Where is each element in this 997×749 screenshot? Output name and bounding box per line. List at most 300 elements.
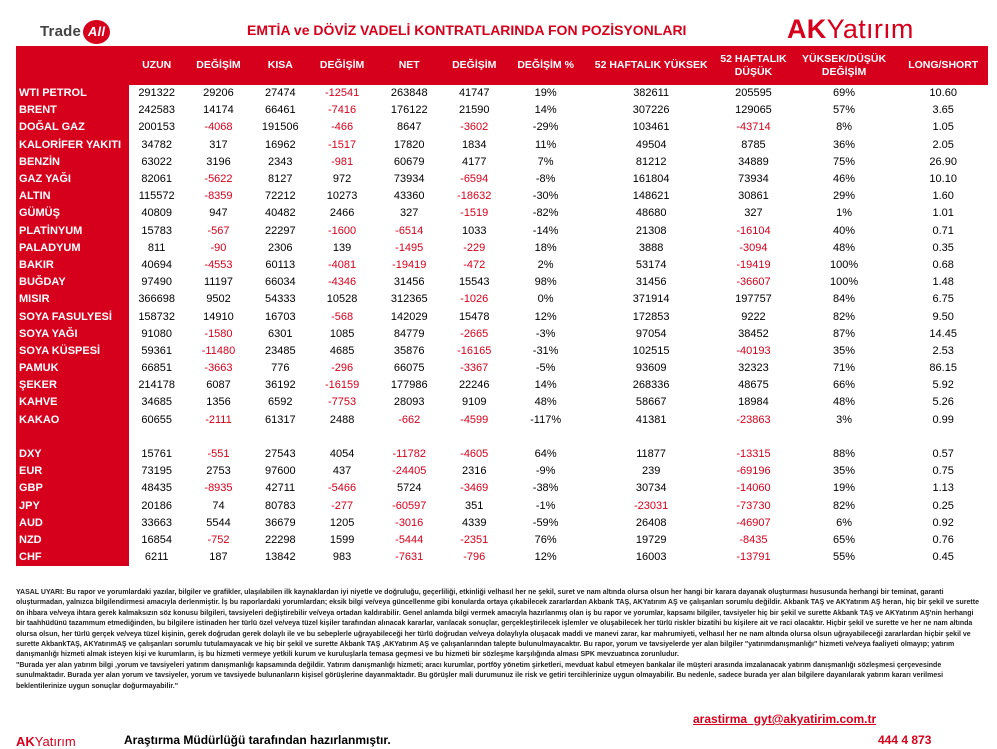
table-cell: -23031	[634, 499, 669, 512]
table-cell: 69%	[833, 87, 856, 100]
table-cell: 197757	[735, 293, 772, 306]
header	[0, 0, 997, 44]
table-cell: 48%	[534, 396, 557, 409]
table-cell: 32323	[738, 362, 769, 375]
table-cell: 7%	[537, 155, 554, 168]
logo-ak: AK	[787, 14, 827, 44]
table-cell: 40809	[141, 207, 172, 220]
column-header: DEĞİŞİM	[308, 46, 376, 85]
table-cell: 307226	[632, 104, 670, 117]
row-label: AUD	[16, 515, 129, 532]
table-cell: 73195	[141, 465, 172, 478]
akyatirim-logo	[787, 14, 914, 45]
table-cell: 366698	[138, 293, 176, 306]
table-cell: 115572	[138, 190, 175, 203]
table-cell: 3%	[836, 413, 852, 426]
table-body	[16, 85, 988, 566]
row-label: DXY	[16, 446, 129, 463]
table-cell: 19%	[833, 482, 856, 495]
table-cell: 88%	[833, 448, 856, 461]
table-cell: 371914	[632, 293, 670, 306]
row-label: KALORİFER YAKITI	[16, 137, 129, 154]
table-row	[16, 154, 988, 171]
table-cell: -1517	[328, 138, 357, 151]
footer	[0, 705, 997, 747]
table-cell: -30%	[532, 190, 559, 203]
table-cell: -12541	[324, 87, 360, 100]
table-cell: 14174	[203, 104, 234, 117]
table-cell: 48680	[635, 207, 667, 220]
table-cell: 5.26	[932, 396, 954, 409]
table-cell: 46%	[833, 173, 856, 186]
separator-cell	[308, 429, 376, 446]
table-cell: 14910	[203, 310, 234, 323]
table-cell: 40694	[141, 258, 172, 271]
row-label: GAZ YAĞI	[16, 171, 129, 188]
table-cell: 28093	[393, 396, 425, 409]
table-cell: 1.01	[932, 207, 954, 220]
row-label: SOYA FASULYESİ	[16, 308, 129, 325]
table-cell: -8935	[204, 482, 233, 495]
disclaimer-paragraph-2: "Burada yer alan yatırım bilgi ,yorum ve tavsiyeleri yatırım danışmanlığı kapsamında değildir. Yatırım danışmanlığı hizmeti; aracı kurumlar, portföy yönetim şirketleri, mevduat kabul etmeyen bankalar ile müşteri arasında imzalanacak yatırım danışmanlığı sözleşmesi çerçevesinde sunulmaktadır. Burada yer alan yorum ve tavsiyeler, yorum ve tavsiyede bulunanların kişisel görüşlerine dayanmaktadır. Bu görüşler mali durumunuz ile risk ve getiri tercihlerinize uygun olmayabilir. Bu nedenle, sadece burada yer alan bilgilere dayanılarak yatırım kararı verilmesi beklentilerinize uygun sonuçlar doğurmayabilir."	[16, 661, 944, 690]
table-cell: 41747	[458, 87, 490, 100]
table-cell: -82%	[532, 207, 559, 220]
separator-cell	[442, 429, 506, 446]
table-cell: 40%	[833, 224, 856, 237]
row-label: SOYA YAĞI	[16, 326, 129, 343]
table-cell: -13791	[736, 551, 771, 564]
table-cell: 91080	[141, 327, 172, 340]
table-cell: 73934	[738, 173, 769, 186]
table-cell: -4346	[328, 276, 357, 289]
table-cell: -4553	[204, 258, 233, 271]
table-cell: 148621	[632, 190, 670, 203]
column-header: YÜKSEK/DÜŞÜK DEĞİŞİM	[790, 46, 899, 85]
table-cell: 98%	[534, 276, 557, 289]
column-header: DEĞİŞİM	[442, 46, 506, 85]
table-cell: 97054	[635, 327, 667, 340]
row-label: ŞEKER	[16, 377, 129, 394]
table-cell: -662	[398, 413, 421, 426]
table-cell: 48%	[833, 396, 856, 409]
page-title: EMTİA ve DÖVİZ VADELİ KONTRATLARINDA FON POZİSYONLARI	[247, 22, 687, 38]
table-cell: 983	[332, 551, 352, 564]
separator-cell	[790, 429, 899, 446]
table-cell: 65%	[833, 533, 856, 546]
table-cell: 66461	[264, 104, 296, 117]
table-cell: 18%	[534, 241, 557, 254]
separator-cell	[506, 429, 585, 446]
table-row	[16, 137, 988, 154]
table-cell: 2488	[329, 413, 355, 426]
table-cell: 31456	[635, 276, 667, 289]
table-cell: -60597	[392, 499, 427, 512]
table-cell: -18632	[457, 190, 492, 203]
table-cell: -7753	[328, 396, 357, 409]
separator-cell	[376, 429, 442, 446]
table-row	[16, 171, 988, 188]
table-cell: 1599	[329, 533, 355, 546]
row-label: EUR	[16, 463, 129, 480]
table-cell: -8%	[535, 173, 556, 186]
table-cell: 1.05	[932, 121, 954, 134]
table-cell: 291322	[138, 87, 176, 100]
table-cell: 71%	[833, 362, 856, 375]
table-row	[16, 446, 988, 463]
table-cell: -11782	[392, 448, 426, 461]
table-cell: 437	[332, 465, 352, 478]
separator-cell	[253, 429, 308, 446]
separator-cell	[585, 429, 717, 446]
separator-row	[16, 429, 988, 446]
table-cell: 41381	[635, 413, 667, 426]
table-cell: 53174	[635, 258, 667, 271]
table-cell: 327	[400, 207, 419, 220]
table-cell: 57%	[833, 104, 856, 117]
table-cell: 22246	[458, 379, 490, 392]
table-cell: 1834	[461, 138, 487, 151]
table-cell: -7416	[328, 104, 357, 117]
separator-cell	[898, 429, 988, 446]
table-cell: -1600	[328, 224, 357, 237]
row-label: BENZİN	[16, 154, 129, 171]
table-cell: 19%	[534, 87, 557, 100]
table-cell: 59361	[141, 344, 172, 357]
table-cell: 176122	[390, 104, 428, 117]
table-cell: 30861	[738, 190, 769, 203]
table-cell: 10528	[326, 293, 358, 306]
table-cell: -90	[210, 241, 227, 254]
table-row	[16, 360, 988, 377]
table-cell: 48675	[738, 379, 769, 392]
table-cell: -4605	[460, 448, 489, 461]
table-cell: 6087	[206, 379, 231, 392]
table-cell: 16003	[635, 551, 667, 564]
table-cell: 0.99	[932, 413, 954, 426]
table-cell: 21308	[635, 224, 667, 237]
table-cell: -2351	[460, 533, 489, 546]
row-label: PLATİNYUM	[16, 223, 129, 240]
table-cell: -1495	[395, 241, 424, 254]
column-header: UZUN	[129, 46, 184, 85]
table-cell: -29%	[532, 121, 559, 134]
table-cell: 0.75	[932, 465, 954, 478]
column-header: KISA	[253, 46, 308, 85]
table-cell: 191506	[261, 121, 299, 134]
table-cell: 66%	[833, 379, 856, 392]
table-cell: 177986	[390, 379, 428, 392]
table-cell: 947	[209, 207, 228, 220]
table-cell: 15761	[141, 448, 172, 461]
table-cell: 93609	[635, 362, 667, 375]
table-cell: 214178	[138, 379, 176, 392]
table-cell: 84%	[833, 293, 856, 306]
table-cell: 0.76	[932, 533, 954, 546]
table-cell: -1026	[460, 293, 489, 306]
table-cell: 26.90	[929, 155, 957, 168]
table-cell: -981	[331, 155, 354, 168]
table-cell: 16962	[264, 138, 296, 151]
table-row	[16, 394, 988, 411]
table-cell: 2%	[537, 258, 554, 271]
table-cell: 2466	[329, 207, 355, 220]
table-header-row	[16, 46, 988, 85]
table-cell: 49504	[635, 138, 667, 151]
table-cell: 11877	[636, 448, 667, 461]
row-label: BAKIR	[16, 257, 129, 274]
table-cell: -8435	[739, 533, 768, 546]
table-cell: 13842	[264, 551, 296, 564]
table-cell: 36679	[264, 516, 296, 529]
table-cell: 81212	[635, 155, 667, 168]
table-cell: 1%	[836, 207, 852, 220]
table-cell: 21590	[458, 104, 490, 117]
table-cell: 11%	[535, 138, 557, 151]
table-cell: 80783	[264, 499, 296, 512]
table-cell: 102515	[632, 344, 670, 357]
table-row	[16, 223, 988, 240]
table-cell: -2111	[205, 413, 232, 426]
table-cell: -3663	[204, 362, 233, 375]
row-label: PALADYUM	[16, 240, 129, 257]
table-cell: -69196	[736, 465, 771, 478]
table-cell: 972	[332, 173, 352, 186]
row-label: ALTIN	[16, 188, 129, 205]
table-cell: 82061	[141, 173, 172, 186]
table-cell: 33663	[141, 516, 172, 529]
table-cell: -6594	[460, 173, 489, 186]
table-cell: 10273	[326, 190, 358, 203]
table-cell: -36607	[736, 276, 771, 289]
table-cell: -4081	[328, 258, 357, 271]
table-cell: 35%	[833, 344, 856, 357]
table-cell: 18984	[738, 396, 769, 409]
footer-logo-yatirim: Yatırım	[34, 734, 76, 749]
table-cell: 5.92	[932, 379, 954, 392]
table-cell: 29%	[833, 190, 856, 203]
row-label: MISIR	[16, 291, 129, 308]
logo-yatirim: Yatırım	[826, 14, 914, 44]
table-row	[16, 205, 988, 222]
table-cell: -23863	[736, 413, 771, 426]
table-cell: 22297	[264, 224, 296, 237]
table-cell: 15478	[458, 310, 490, 323]
table-cell: 60679	[393, 155, 425, 168]
table-cell: 14%	[534, 104, 557, 117]
table-cell: 20186	[141, 499, 172, 512]
table-cell: 263848	[390, 87, 428, 100]
contact-phone[interactable]: 444 4 873	[878, 733, 932, 747]
table-row	[16, 257, 988, 274]
table-cell: 84779	[393, 327, 425, 340]
row-label: KAKAO	[16, 412, 129, 429]
table-cell: 3888	[638, 241, 664, 254]
table-cell: 312365	[390, 293, 428, 306]
table-cell: 63022	[141, 155, 172, 168]
table-cell: 6.75	[932, 293, 954, 306]
table-cell: -14060	[736, 482, 771, 495]
table-cell: -4068	[204, 121, 233, 134]
table-row	[16, 412, 988, 429]
table-cell: 161804	[632, 173, 670, 186]
table-cell: 19729	[635, 533, 667, 546]
table-row	[16, 102, 988, 119]
table-cell: 1205	[329, 516, 355, 529]
table-cell: 242583	[138, 104, 176, 117]
row-label: NZD	[16, 532, 129, 549]
table-cell: 66034	[264, 276, 296, 289]
table-cell: -1%	[535, 499, 556, 512]
table-cell: 36192	[264, 379, 296, 392]
table-cell: -24405	[392, 465, 427, 478]
table-cell: 66851	[141, 362, 172, 375]
table-cell: -3094	[739, 241, 768, 254]
table-cell: -277	[331, 499, 354, 512]
table-cell: 8785	[741, 138, 766, 151]
table-cell: -3602	[460, 121, 489, 134]
separator-cell	[717, 429, 789, 446]
table-cell: 11197	[203, 276, 233, 289]
row-label: BRENT	[16, 102, 129, 119]
table-cell: 327	[744, 207, 763, 220]
table-cell: 14%	[534, 379, 557, 392]
table-row	[16, 188, 988, 205]
table-cell: 48435	[141, 482, 172, 495]
table-cell: 382611	[633, 87, 670, 100]
table-row	[16, 343, 988, 360]
table-cell: 100%	[829, 276, 859, 289]
table-cell: 1.13	[932, 482, 954, 495]
table-cell: 2.05	[932, 138, 954, 151]
table-cell: 1085	[329, 327, 355, 340]
table-cell: 10.10	[929, 173, 957, 186]
table-cell: -73730	[736, 499, 771, 512]
table-cell: -16165	[457, 344, 492, 357]
table-cell: -40193	[736, 344, 771, 357]
table-cell: 239	[641, 465, 661, 478]
table-cell: 16703	[264, 310, 296, 323]
column-header: LONG/SHORT	[898, 46, 988, 85]
contact-email-link[interactable]: arastirma_gyt@akyatirim.com.tr	[693, 712, 877, 726]
disclaimer-paragraph-1: YASAL UYARI: Bu rapor ve yorumlardaki yazılar, bilgiler ve grafikler, ulaşılabilen ilk kaynaklardan iyi niyetle ve doğruluğu, geçerliliği, etkinliği velhasıl her ne şekil, suret ve nam altında olursa olsun her hangi bir karara dayanak oluşturması hususunda herhangi bir teminat, garanti oluşturmadan, yalnızca bilgilendirmesi amacıyla derlenmiştir. İş bu raporlardaki yorumlardan; eksik bilgi ve/veya güncellenme gibi konularda ortaya çıkabilecek zararlardan Akbank TAŞ, AKYatırım AŞ ve çalışanları sorumlu değildir. Akbank TAŞ ve AKYatırım AŞ heran, hiç bir şekil ve surette ön ihbara ve/veya ihtara gerek kalmaksızın söz konusu bilgileri, tavsiyeleri değiştirebilir ve/veya ortadan kaldırabilir. Genel anlamda bilgi vermek amacıyla hazırlanmış olan iş bu rapor ve yorumlar, kapsamı bilgiler, tavsiyeler hiç bir şekil ve surette Akbank TAŞ ve AKYatırım AŞ'nin herhangi bir taahhüdünü tazammum etmediğinden, bu bilgilere istinaden her türlü özel ve/veya tüzel kişiler tarafından alınacak kararlar, varılacak sonuçlar, gerçekleştirilecek işlemler ve oluşabilecek her türlü riskler bizatihi bu kişilere ait ve raci olacaktır. Hiçbir şekil ve surette ve her ne nam altında olursa olsun, her türlü gerçek ve/veya tüzel kişinin, gerek doğrudan gerek dolaylı ile ve bu sebeplerle uğrayabileceği her türlü doğrudan ve/veya dolaylıyla oluşacak maddi ve manevi zarar, kar mahrumiyeti, velhasıl her ne nam altında olursa olsun uğrayabileceği zararlardan hiçbir şekil ve surette AkbankTAŞ, AKYatırımAŞ ve çalışanları sorumlu tutulamayacak ve hiç bir şekil ve surette Akbank TAŞ ,AKYatırım AŞ ve çalışanlarından talepte bulunulmayacaktır. Bu rapor, yorum ve tavsiyelerde yer alan bilgiler "yatırımdanışmanlığı" hizmeti ve/veya faaliyeti olmayıp; yatırım danışmanlığı hizmeti almak isteyen kişi ve kurumların, iş bu hizmeti vermeye yetkili kurum ve kuruluşlarla temasa geçmesi ve bu hizmeti bir sözleşme karşılığında alması SPK mevzuatınca zorunludur.	[16, 589, 979, 659]
table-cell: -38%	[532, 482, 559, 495]
table-cell: -2665	[460, 327, 489, 340]
table-cell: 142029	[390, 310, 428, 323]
table-cell: 35876	[393, 344, 425, 357]
table-cell: 9502	[206, 293, 231, 306]
table-cell: 6211	[144, 551, 169, 564]
table-cell: 60113	[265, 258, 296, 271]
table-cell: -9%	[535, 465, 556, 478]
tradeall-logo[interactable]	[40, 20, 110, 44]
table-cell: 0.35	[932, 241, 954, 254]
table-cell: 12%	[534, 551, 557, 564]
table-cell: -472	[463, 258, 486, 271]
table-cell: -5444	[395, 533, 424, 546]
row-label: WTI PETROL	[16, 85, 129, 102]
row-label: BUĞDAY	[16, 274, 129, 291]
table-cell: 2316	[461, 465, 487, 478]
table-cell: 58667	[635, 396, 667, 409]
row-label: PAMUK	[16, 360, 129, 377]
header-corner	[16, 46, 129, 85]
table-cell: -117%	[530, 413, 562, 426]
table-cell: 100%	[829, 258, 859, 271]
separator-cell	[184, 429, 252, 446]
table-cell: -6514	[395, 224, 424, 237]
table-cell: 82%	[833, 310, 856, 323]
table-cell: -4599	[460, 413, 489, 426]
table-cell: -3%	[535, 327, 556, 340]
column-header: DEĞİŞİM %	[506, 46, 585, 85]
table-cell: 811	[147, 241, 166, 254]
table-cell: -19419	[392, 258, 427, 271]
table-cell: 2753	[206, 465, 231, 478]
column-header: 52 HAFTALIK DÜŞÜK	[717, 46, 789, 85]
column-header: NET	[376, 46, 442, 85]
table-cell: 40482	[264, 207, 296, 220]
table-cell: -8359	[204, 190, 233, 203]
table-cell: 61317	[264, 413, 296, 426]
table-cell: -5466	[328, 482, 357, 495]
table-cell: 27543	[264, 448, 296, 461]
table-cell: -5%	[535, 362, 556, 375]
table-cell: 2343	[268, 155, 293, 168]
table-cell: -5622	[204, 173, 233, 186]
table-cell: 8127	[268, 173, 293, 186]
separator-cell	[129, 429, 184, 446]
table-cell: 200153	[138, 121, 176, 134]
table-cell: 4054	[329, 448, 355, 461]
table-cell: 0%	[537, 293, 554, 306]
table-cell: 42711	[265, 482, 296, 495]
table-cell: 6%	[836, 516, 852, 529]
table-cell: 76%	[534, 533, 557, 546]
table-cell: 74	[212, 499, 225, 512]
table-cell: 22298	[264, 533, 296, 546]
table-cell: 72212	[264, 190, 296, 203]
table-cell: 2.53	[932, 344, 954, 357]
table-cell: 9.50	[932, 310, 954, 323]
table-cell: 29206	[203, 87, 234, 100]
table-cell: 0.25	[932, 499, 954, 512]
table-cell: -1580	[204, 327, 233, 340]
positions-table-wrapper	[16, 46, 988, 566]
prepared-by-text: Araştırma Müdürlüğü tarafından hazırlanmıştır.	[124, 733, 391, 747]
table-cell: 172853	[632, 310, 670, 323]
table-cell: 86.15	[929, 362, 957, 375]
table-cell: 317	[209, 138, 228, 151]
table-cell: 8647	[396, 121, 422, 134]
table-cell: 0.45	[932, 551, 954, 564]
table-cell: 36%	[833, 138, 856, 151]
table-cell: 15783	[141, 224, 172, 237]
row-label: CHF	[16, 549, 129, 566]
table-cell: -567	[207, 224, 230, 237]
table-cell: 31456	[393, 276, 425, 289]
table-cell: 73934	[393, 173, 425, 186]
table-cell: 1.60	[932, 190, 954, 203]
table-cell: 34889	[738, 155, 769, 168]
positions-table	[16, 46, 988, 566]
table-cell: 4339	[461, 516, 487, 529]
tradeall-text: Trade	[40, 23, 82, 40]
table-row	[16, 308, 988, 325]
row-label: KAHVE	[16, 394, 129, 411]
table-cell: -59%	[532, 516, 559, 529]
table-cell: 139	[332, 241, 352, 254]
table-cell: 268336	[632, 379, 670, 392]
